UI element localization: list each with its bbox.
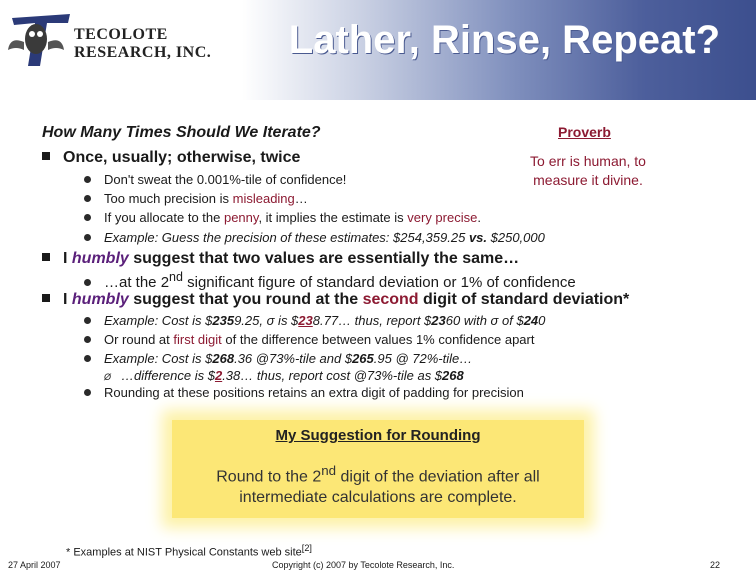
highlight-text: misleading <box>232 191 295 206</box>
square-bullet-icon <box>42 294 50 302</box>
footer-date: 27 April 2007 <box>8 560 61 570</box>
text: significant figure of standard deviation or 1% of confidence <box>182 274 576 291</box>
text: 60 with σ of $ <box>445 313 524 328</box>
emphasis-text: 24 <box>523 313 539 328</box>
slide-title: Lather, Rinse, Repeat? <box>288 18 720 62</box>
emphasis-text: 265 <box>352 351 374 366</box>
dot-bullet-icon <box>84 336 91 343</box>
company-line2: RESEARCH, INC. <box>74 44 212 61</box>
text: suggest that two values are essentially the same… <box>128 250 520 267</box>
sub-bullet-example-precision <box>84 230 545 245</box>
text: Round to the 2 <box>216 468 322 486</box>
text: of the difference between values 1% confidence apart <box>221 332 535 347</box>
text: 9.25, σ is $ <box>234 313 299 328</box>
sub-bullet-rounding-padding <box>84 385 524 400</box>
text: If you allocate to the <box>104 210 224 225</box>
emphasis-text: 235 <box>212 313 235 328</box>
superscript: [2] <box>301 543 312 553</box>
square-bullet-icon <box>42 253 50 261</box>
highlight-text: first digit <box>173 332 222 347</box>
page-number: 22 <box>710 560 721 570</box>
proverb-title: Proverb <box>558 124 611 140</box>
text: … <box>294 191 308 206</box>
dot-bullet-icon <box>84 355 91 362</box>
proverb-text <box>498 152 678 190</box>
dot-bullet-icon <box>84 279 91 286</box>
text: * Examples at NIST Physical Constants web site <box>66 546 302 559</box>
sub-bullet-too-much-precision <box>84 191 308 206</box>
dot-bullet-icon <box>84 176 91 183</box>
suggestion-box <box>172 420 584 518</box>
emphasis-text: humbly <box>71 250 129 267</box>
dot-bullet-icon <box>84 234 91 241</box>
square-bullet-icon <box>42 152 50 160</box>
bullet-once-usually <box>42 149 300 167</box>
owl-logo-icon <box>6 6 76 76</box>
text: Example: Guess the precision of these estimates: $254,359.25 <box>104 230 469 245</box>
text: Example: Cost is $ <box>104 351 213 366</box>
text: I <box>63 250 72 267</box>
sub-bullet-penny <box>84 210 481 225</box>
superscript: nd <box>321 463 337 478</box>
footer-copyright: Copyright (c) 2007 by Tecolote Research, Inc. <box>272 560 455 570</box>
header-banner <box>0 0 756 100</box>
text: 0 <box>538 313 546 328</box>
suggestion-body <box>178 460 578 508</box>
emphasis-text: humbly <box>71 291 129 308</box>
text: Too much precision is <box>104 191 233 206</box>
sub-bullet-example-percentile <box>84 351 472 366</box>
text: -tile of confidence! <box>240 172 347 187</box>
emphasis-text: 23 <box>298 313 313 328</box>
bullet-humbly-round <box>42 291 629 309</box>
dot-bullet-icon <box>84 195 91 202</box>
text: Rounding at these positions retains an extra digit of padding for precision <box>104 385 524 400</box>
arrow-bullet-icon: Ø <box>104 372 112 382</box>
proverb-line: To err is human, to <box>530 153 646 169</box>
text: .36 @73%-tile and $ <box>234 351 353 366</box>
emphasis-text: 2 <box>214 368 223 383</box>
text: …at the 2 <box>104 274 170 291</box>
text: Example: Cost is $ <box>104 313 213 328</box>
text: Or round at <box>104 332 174 347</box>
sub-bullet-first-digit <box>84 332 534 347</box>
text: digit of standard deviation* <box>418 291 630 308</box>
text: $250,000 <box>487 230 545 245</box>
text: Don't sweat the <box>104 172 197 187</box>
company-name <box>74 26 211 62</box>
highlight-text: very precise <box>407 210 478 225</box>
emphasis-text: 23 <box>431 313 446 328</box>
suggestion-title: My Suggestion for Rounding <box>275 427 481 444</box>
proverb-line: measure it divine. <box>533 172 643 188</box>
sub-bullet-significant-figure <box>84 270 576 291</box>
bullet-humbly-same <box>42 250 519 268</box>
footnote <box>66 543 312 559</box>
text: vs. <box>468 230 488 245</box>
emphasis-text: 268 <box>212 351 235 366</box>
main-question: How Many Times Should We Iterate? <box>42 124 321 141</box>
sub-sub-bullet-difference <box>104 368 464 383</box>
text: 8.77… thus, report $ <box>312 313 432 328</box>
company-line1: TECOLOTE <box>74 26 168 43</box>
text: .38… thus, report cost @73%-tile as $ <box>222 368 443 383</box>
text: suggest that you round at the <box>128 291 363 308</box>
text: I <box>63 291 72 308</box>
text: , it implies the estimate is <box>258 210 408 225</box>
highlight-text: second <box>362 291 419 308</box>
dot-bullet-icon <box>84 214 91 221</box>
text: . <box>477 210 481 225</box>
text: …difference is $ <box>121 368 215 383</box>
bullet-text: Once, usually; otherwise, twice <box>63 149 301 166</box>
superscript: nd <box>169 270 183 284</box>
sub-bullet-example-cost <box>84 313 545 328</box>
emphasis-text: 268 <box>442 368 464 383</box>
text: .95 @ 72%-tile… <box>373 351 473 366</box>
sub-bullet-dont-sweat <box>84 172 346 187</box>
text: 0.001% <box>196 172 241 187</box>
dot-bullet-icon <box>84 317 91 324</box>
highlight-text: penny <box>223 210 259 225</box>
text: digit of the deviation after all intermediate calculations are complete. <box>239 468 540 507</box>
dot-bullet-icon <box>84 389 91 396</box>
